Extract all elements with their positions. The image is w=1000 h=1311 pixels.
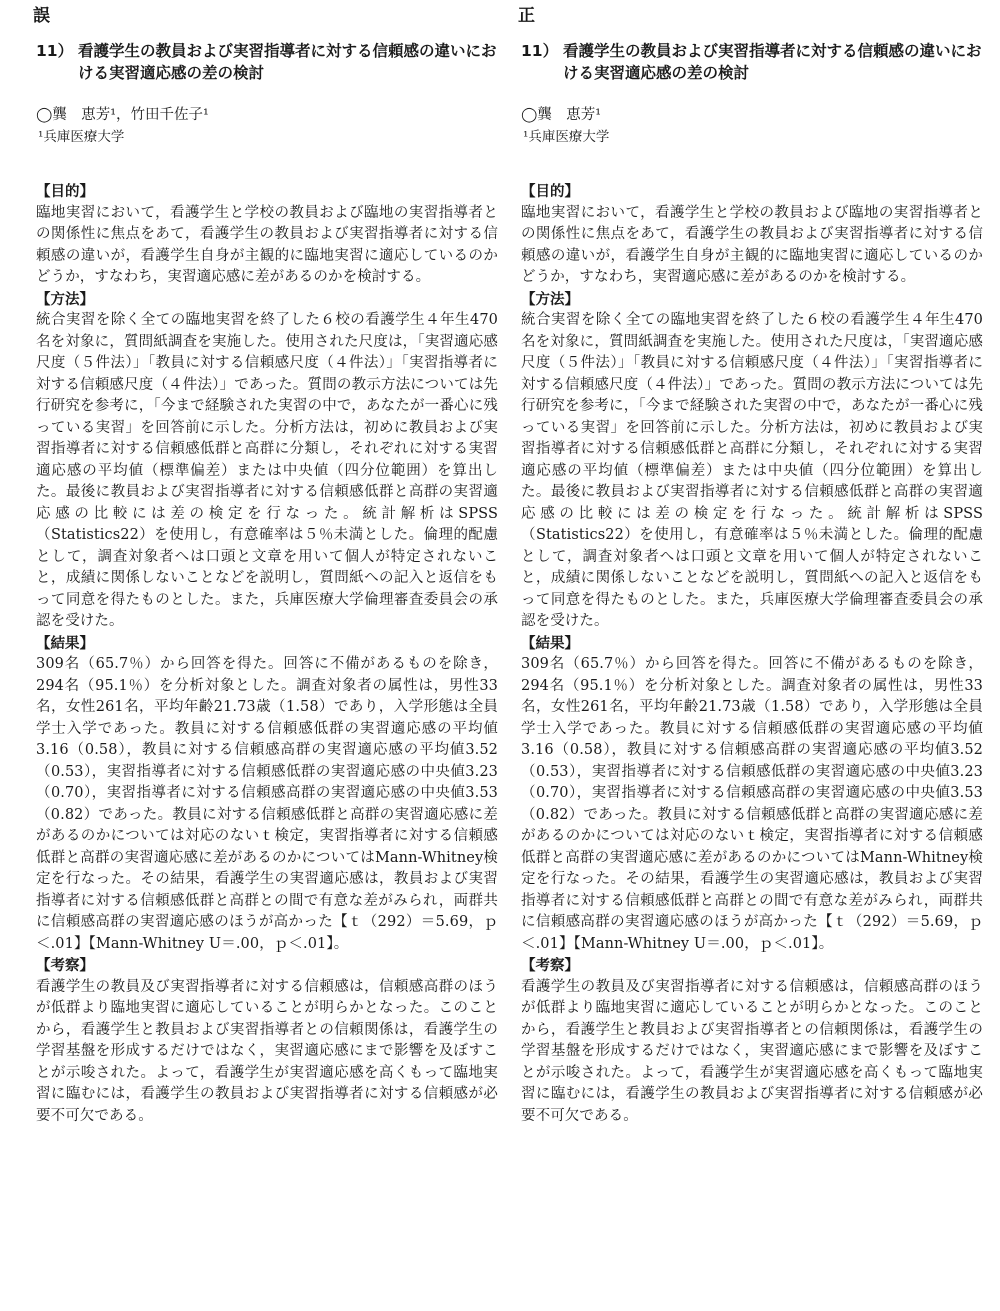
- affiliation-line: ¹兵庫医療大学: [523, 129, 610, 145]
- erratum-column-incorrect: [33, 6, 498, 1127]
- paper-number: 11）: [36, 42, 74, 60]
- section-heading-results: 【結果】: [521, 634, 579, 652]
- section-heading-discussion: 【考察】: [36, 957, 94, 974]
- section-heading-method: 【方法】: [521, 290, 579, 308]
- section-body-discussion: 看護学生の教員及び実習指導者に対する信頼感は，信頼感高群のほうが低群より臨地実習に適応していることが明らかとなった。このことから，看護学生と教員および実習指導者との信頼関係は，看護学生の学習基盤を形成するだけではなく，実習適応感にまで影響を及ぼすことが示唆された。よって，看護学生が実習適応感を高くもって臨地実習に臨むには，看護学生の教員および実習指導者に対する信頼感が必要不可欠である。: [36, 978, 498, 1124]
- section-body-discussion: 看護学生の教員及び実習指導者に対する信頼感は，信頼感高群のほうが低群より臨地実習に適応していることが明らかとなった。このことから，看護学生と教員および実習指導者との信頼関係は，看護学生の学習基盤を形成するだけではなく，実習適応感にまで影響を及ぼすことが示唆された。よって，看護学生が実習適応感を高くもって臨地実習に臨むには，看護学生の教員および実習指導者に対する信頼感が必要不可欠である。: [521, 978, 983, 1124]
- affiliation-line: ¹兵庫医療大学: [38, 129, 125, 145]
- section-body-method: 統合実習を除く全ての臨地実習を終了した６校の看護学生４年生470名を対象に，質問紙調査を実施した。使用された尺度は，「実習適応感尺度（５件法）」「教員に対する信頼感尺度（４件法）」「実習指導者に対する信頼感尺度（４件法）」であった。質問の教示方法については先行研究を参考に，「今まで経験された実習の中で，あなたが一番心に残っている実習」を回答前に示した。分析方法は，初めに教員および実習指導者に対する信頼感低群と高群に分類し，それぞれに対する実習適応感の平均値（標準偏差）または中央値（四分位範囲）を算出した。最後に教員および実習指導者に対する信頼感低群と高群の実習適応感の比較には差の検定を行なった。統計解析はSPSS（Statistics22）を使用し，有意確率は５％未満とした。倫理的配慮として，調査対象者へは口頭と文章を用いて個人が特定されないこと，成績に関係しないことなどを説明し，質問紙への記入と返信をもって同意を得たものとした。また，兵庫医療大学倫理審査委員会の承認を受けた。: [521, 312, 983, 629]
- paper-title-text: 看護学生の教員および実習指導者に対する信頼感の違いにおける実習適応感の差の検討: [78, 42, 497, 82]
- section-heading-discussion: 【考察】: [521, 957, 579, 974]
- section-heading-purpose: 【目的】: [36, 183, 94, 200]
- section-heading-method: 【方法】: [36, 290, 94, 308]
- erratum-column-correct: [518, 6, 983, 1127]
- paper-title: [36, 40, 498, 84]
- authors-line: ◯龔 恵芳¹: [521, 107, 602, 123]
- section-body-purpose: 臨地実習において，看護学生と学校の教員および臨地の実習指導者との関係性に焦点をあて，看護学生の教員および実習指導者に対する信頼感の違いが，看護学生自身が主観的に臨地実習に適応しているのかどうか，すなわち，実習適応感に差があるのかを検討する。: [36, 204, 498, 285]
- section-body-method: 統合実習を除く全ての臨地実習を終了した６校の看護学生４年生470名を対象に，質問紙調査を実施した。使用された尺度は，「実習適応感尺度（５件法）」「教員に対する信頼感尺度（４件法）」「実習指導者に対する信頼感尺度（４件法）」であった。質問の教示方法については先行研究を参考に，「今まで経験された実習の中で，あなたが一番心に残っている実習」を回答前に示した。分析方法は，初めに教員および実習指導者に対する信頼感低群と高群に分類し，それぞれに対する実習適応感の平均値（標準偏差）または中央値（四分位範囲）を算出した。最後に教員および実習指導者に対する信頼感低群と高群の実習適応感の比較には差の検定を行なった。統計解析はSPSS（Statistics22）を使用し，有意確率は５％未満とした。倫理的配慮として，調査対象者へは口頭と文章を用いて個人が特定されないこと，成績に関係しないことなどを説明し，質問紙への記入と返信をもって同意を得たものとした。また，兵庫医療大学倫理審査委員会の承認を受けた。: [36, 312, 498, 629]
- section-heading-purpose: 【目的】: [521, 183, 579, 200]
- column-label: 正: [518, 6, 535, 26]
- paper-title-text: 看護学生の教員および実習指導者に対する信頼感の違いにおける実習適応感の差の検討: [563, 42, 982, 82]
- paper-title: [521, 40, 983, 84]
- authors-line: ◯龔 恵芳¹，竹田千佐子¹: [36, 107, 209, 123]
- paper-number: 11）: [521, 42, 559, 60]
- section-heading-results: 【結果】: [36, 634, 94, 652]
- section-body-results: 309名（65.7％）から回答を得た。回答に不備があるものを除き，294名（95.1％）を分析対象とした。調査対象者の属性は，男性33名，女性261名，平均年齢21.73歳（1.58）であり，入学形態は全員学士入学であった。教員に対する信頼感低群の実習適応感の平均値3.16（0.58），教員に対する信頼感高群の実習適応感の平均値3.52（0.53），実習指導者に対する信頼感低群の実習適応感の中央値3.23（0.70），実習指導者に対する信頼感高群の実習適応感の中央値3.53（0.82）であった。教員に対する信頼感低群と高群の実習適応感に差があるのかについては対応のないｔ検定，実習指導者に対する信頼感低群と高群の実習適応感に差があるのかについてはMann-Whitney検定を行なった。その結果，看護学生の実習適応感は，教員および実習指導者に対する信頼感低群と高群との間で有意な差がみられ，両群共に信頼感高群の実習適応感のほうが高かった【ｔ（292）＝5.69，ｐ＜.01】【Mann-Whitney U＝.00，ｐ＜.01】。: [521, 656, 983, 952]
- column-label: 誤: [33, 6, 50, 26]
- section-body-purpose: 臨地実習において，看護学生と学校の教員および臨地の実習指導者との関係性に焦点をあて，看護学生の教員および実習指導者に対する信頼感の違いが，看護学生自身が主観的に臨地実習に適応しているのかどうか，すなわち，実習適応感に差があるのかを検討する。: [521, 204, 983, 285]
- section-body-results: 309名（65.7％）から回答を得た。回答に不備があるものを除き，294名（95.1％）を分析対象とした。調査対象者の属性は，男性33名，女性261名，平均年齢21.73歳（1.58）であり，入学形態は全員学士入学であった。教員に対する信頼感低群の実習適応感の平均値3.16（0.58），教員に対する信頼感高群の実習適応感の平均値3.52（0.53），実習指導者に対する信頼感低群の実習適応感の中央値3.23（0.70），実習指導者に対する信頼感高群の実習適応感の中央値3.53（0.82）であった。教員に対する信頼感低群と高群の実習適応感に差があるのかについては対応のないｔ検定，実習指導者に対する信頼感低群と高群の実習適応感に差があるのかについてはMann-Whitney検定を行なった。その結果，看護学生の実習適応感は，教員および実習指導者に対する信頼感低群と高群との間で有意な差がみられ，両群共に信頼感高群の実習適応感のほうが高かった【ｔ（292）＝5.69，ｐ＜.01】【Mann-Whitney U＝.00，ｐ＜.01】。: [36, 656, 498, 952]
